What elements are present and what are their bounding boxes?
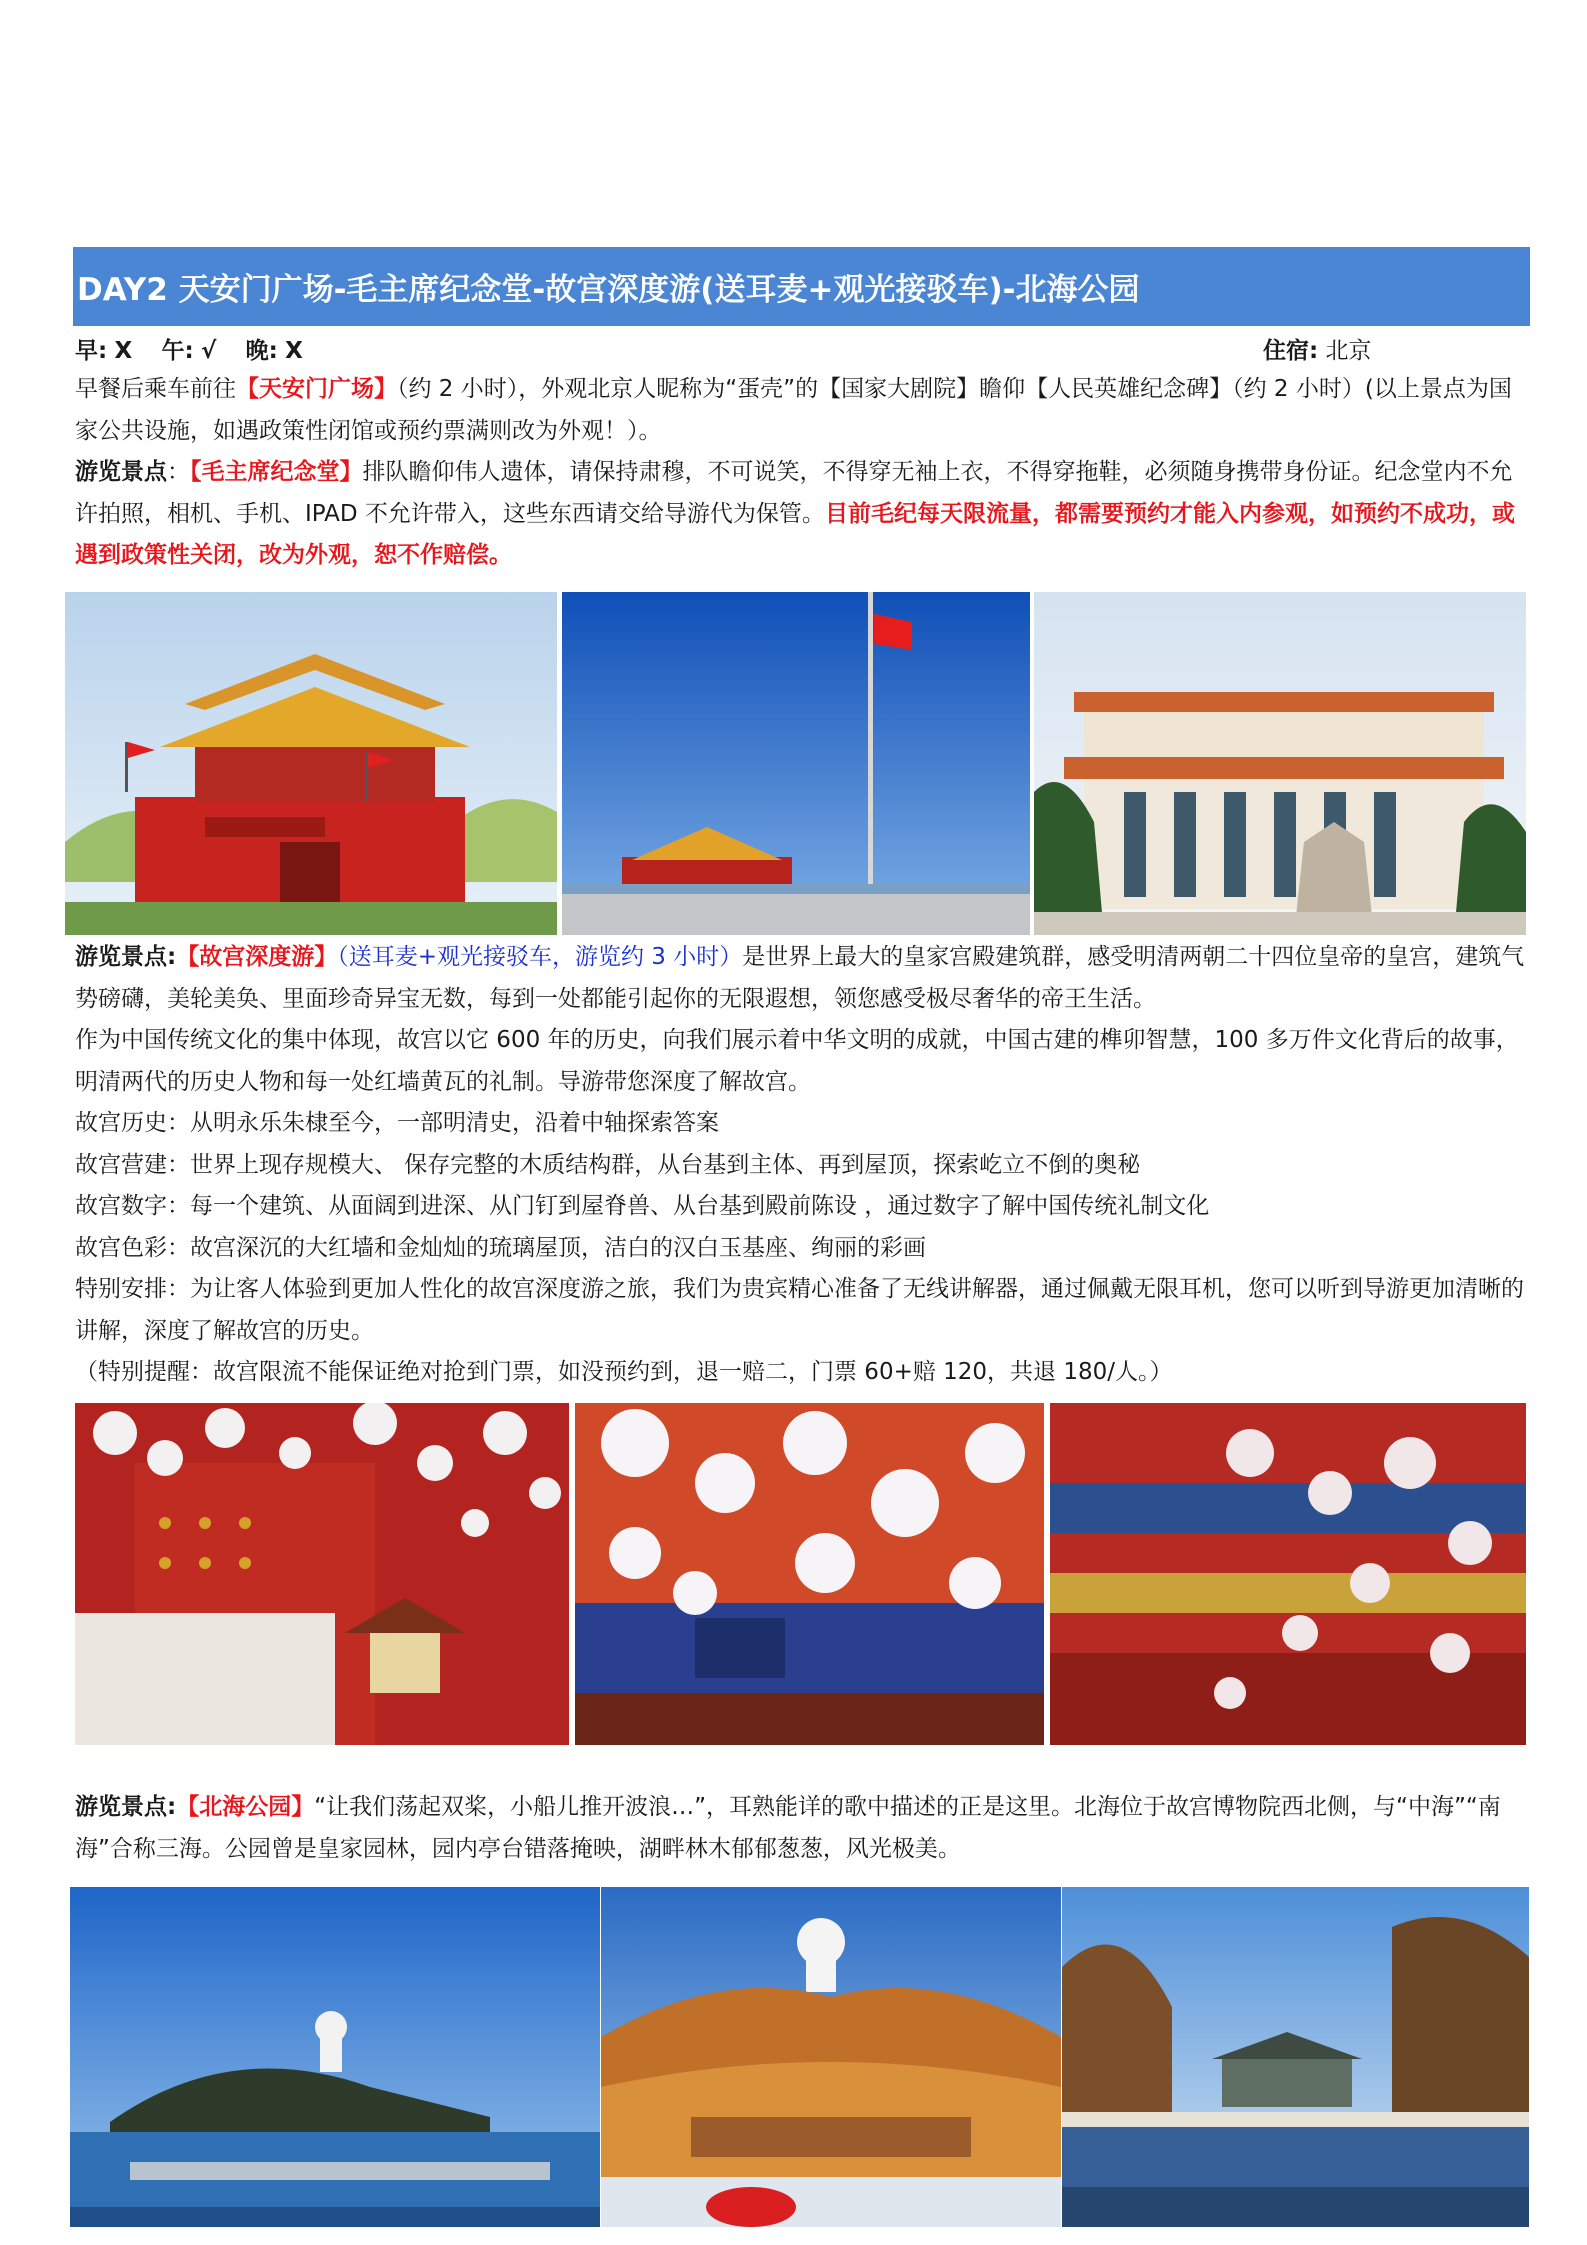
intro-paragraph (75, 369, 1525, 452)
lunch-label: 午: (161, 338, 194, 364)
forbidden-city-paragraph (75, 937, 1525, 1020)
beihai-label: 游览景点: (75, 1794, 177, 1820)
breakfast-value: X (114, 338, 133, 364)
lunch-value: √ (201, 338, 217, 364)
forbidden-city-note: （送耳麦+观光接驳车，游览约 3 小时） (337, 944, 743, 970)
flagpole-square-photo (562, 592, 1030, 935)
intro-text-1: 早餐后乘车前往 (75, 376, 236, 402)
forbidden-city-label: 游览景点: (75, 944, 177, 970)
mausoleum-name: 【毛主席纪念堂】 (190, 459, 363, 485)
meals-line (75, 333, 1525, 369)
forbidden-city-name: 【故宫深度游】 (176, 944, 338, 970)
tiananmen-gate-photo (65, 592, 557, 935)
forbidden-city-desc: 是世界上最大的皇家宫殿建筑群，感受明清两朝二十四位皇帝的皇宫，建筑气势磅礴，美轮美奂、里面珍奇异宝无数，每到一处都能引起你的无限遐想，领您感受极尽奢华的帝王生活。 (75, 944, 1525, 1012)
day-header (73, 247, 1530, 326)
forbidden-city-block (75, 937, 1525, 1394)
forbidden-city-colors: 故宫色彩：故宫深沉的大红墙和金灿灿的琉璃屋顶，洁白的汉白玉基座、绚丽的彩画 (75, 1234, 926, 1261)
intro-block (75, 369, 1525, 577)
forbidden-city-paragraph-2: 作为中国传统文化的集中体现，故宫以它 600 年的历史，向我们展示着中华文明的成就，中国古建的榫卯智慧，100 多万件文化背后的故事，明清两代的历史人物和每一处红墙黄瓦的礼制。导游带您深度了解故宫。 (75, 1027, 1519, 1095)
mausoleum-photo (1034, 592, 1526, 935)
special-reminder: （特别提醒：故宫限流不能保证绝对抢到门票，如没预约到，退一赔二，门票 60+赔 120，共退 180/人。） (75, 1359, 1173, 1385)
lodging-label: 住宿: (1263, 338, 1319, 364)
mausoleum-sep: ： (167, 459, 190, 485)
mausoleum-paragraph (75, 452, 1525, 577)
forbidden-city-numbers: 故宫数字：每一个建筑、从面阔到进深、从门钉到屋脊兽、从台基到殿前陈设 ，通过数字了解中国传统礼制文化 (75, 1193, 1210, 1219)
special-arrangement: 特别安排：为让客人体验到更加人性化的故宫深度游之旅，我们为贵宾精心准备了无线讲解器，通过佩戴无限耳机，您可以听到导游更加清晰的讲解，深度了解故宫的历史。 (75, 1276, 1524, 1344)
forbidden-city-history: 故宫历史：从明永乐朱棣至今，一部明清史，沿着中轴探索答案 (75, 1110, 719, 1136)
beihai-block (75, 1787, 1525, 1870)
red-wall-blossom-photo (75, 1403, 569, 1745)
beihai-paragraph (75, 1787, 1525, 1870)
mausoleum-label: 游览景点 (75, 459, 167, 485)
beihai-pavilion-photo (1062, 1887, 1529, 2227)
beihai-lake-photo (70, 1887, 600, 2227)
beihai-name: 【北海公园】 (176, 1794, 315, 1820)
tiananmen-name: 【天安门广场】 (236, 376, 397, 402)
intro-text-2: （约 2 小时），外观北京人昵称为“蛋壳”的【国家大剧院】瞻仰【人民英雄纪念碑】（约 2 小时）(以上景点为国家公共设施，如遇政策性闭馆或预约票满则改为外观！）。 (75, 376, 1512, 444)
forbidden-city-construction: 故宫营建：世界上现存规模大、 保存完整的木质结构群，从台基到主体、再到屋顶，探索屹立不倒的奥秘 (75, 1151, 1141, 1178)
white-pagoda-photo (601, 1887, 1061, 2227)
breakfast-label: 早: (75, 338, 108, 364)
painted-beam-blossom-photo (1050, 1403, 1526, 1745)
dinner-value: X (285, 338, 303, 364)
lodging (1263, 333, 1372, 369)
mausoleum-warning: 目前毛纪每天限流量，都需要预约才能入内参观，如预约不成功，或遇到政策性关闭，改为外观，恕不作赔偿。 (75, 500, 1515, 568)
lodging-value: 北京 (1325, 338, 1372, 364)
dinner-label: 晚: (245, 338, 278, 364)
day-title: DAY2 天安门广场-毛主席纪念堂-故宫深度游(送耳麦+观光接驳车)-北海公园 (77, 272, 1140, 308)
mausoleum-desc: 排队瞻仰伟人遗体，请保持肃穆，不可说笑，不得穿无袖上衣，不得穿拖鞋，必须随身携带身份证。纪念堂内不允许拍照，相机、手机、IPAD 不允许带入，这些东西请交给导游代为保管。 (75, 459, 1513, 527)
beihai-desc: “让我们荡起双桨，小船儿推开波浪…”，耳熟能详的歌中描述的正是这里。北海位于故宫博物院西北侧，与“中海”“南海”合称三海。公园曾是皇家园林，园内亭台错落掩映，湖畔林木郁郁葱葱，风光极美。 (75, 1794, 1501, 1862)
palace-roof-blossom-photo (575, 1403, 1044, 1745)
